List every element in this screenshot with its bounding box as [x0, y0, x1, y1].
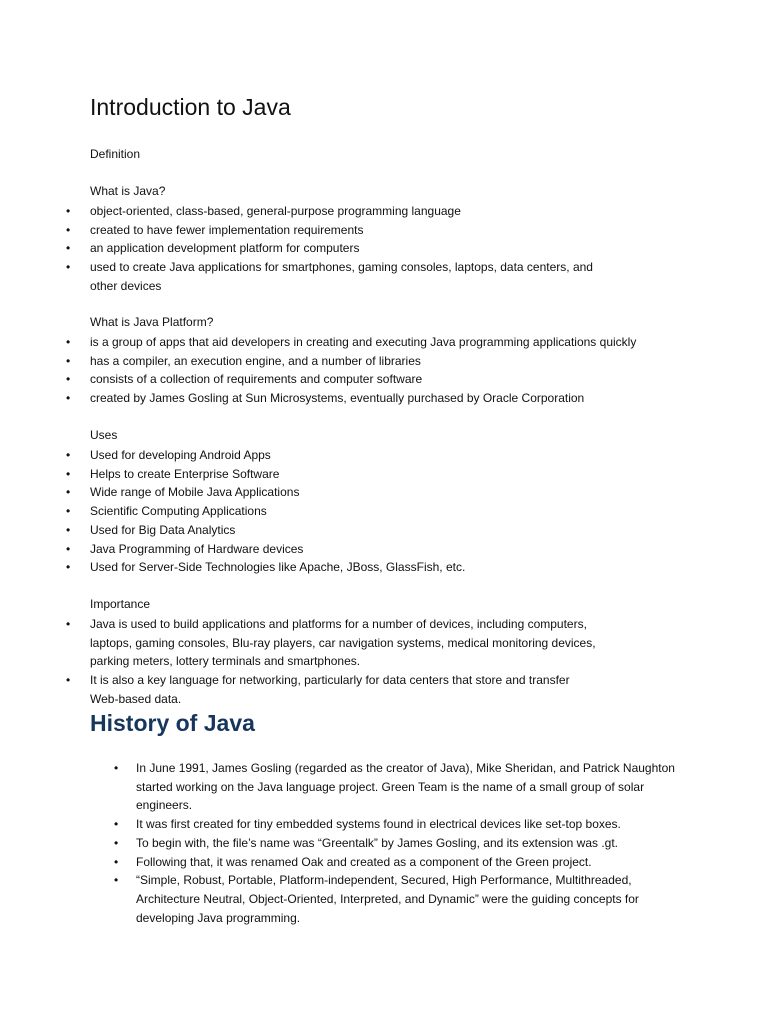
list-item: • created to have fewer implementation requirements	[0, 221, 600, 240]
list-item: • To begin with, the file’s name was “Greentalk” by James Gosling, and its extension was .gt.	[0, 834, 680, 853]
what-is-platform-heading: What is Java Platform?	[90, 315, 214, 329]
list-item: • Java Programming of Hardware devices	[0, 540, 600, 559]
list-item: • is a group of apps that aid developers in creating and executing Java programming applications quickly	[0, 333, 640, 352]
uses-heading: Uses	[90, 428, 118, 442]
list-item: • used to create Java applications for smartphones, gaming consoles, laptops, data centers, and other devices	[0, 258, 600, 295]
list-item: • “Simple, Robust, Portable, Platform-independent, Secured, High Performance, Multithreaded, Architecture Neutral, Object-Oriented, Interpreted, and Dynamic” were the guiding concepts for developing Java programming.	[0, 871, 680, 927]
definition-heading: Definition	[90, 147, 141, 161]
page-title: Introduction to Java	[90, 94, 291, 120]
list-item: • object-oriented, class-based, general-purpose programming language	[0, 202, 600, 221]
uses-list	[0, 446, 600, 577]
list-item: • Java is used to build applications and platforms for a number of devices, including computers, laptops, gaming consoles, Blu-ray players, car navigation systems, medical monitoring devices, parking meters, lottery terminals and smartphones.	[0, 615, 600, 671]
importance-heading: Importance	[90, 597, 151, 611]
what-is-java-heading: What is Java?	[90, 184, 166, 198]
list-item: • Helps to create Enterprise Software	[0, 465, 600, 484]
list-item: • Wide range of Mobile Java Applications	[0, 483, 600, 502]
list-item: • It was first created for tiny embedded systems found in electrical devices like set-top boxes.	[0, 815, 680, 834]
history-list	[0, 759, 680, 927]
list-item: • created by James Gosling at Sun Microsystems, eventually purchased by Oracle Corporation	[0, 389, 640, 408]
list-item: • Used for Server-Side Technologies like Apache, JBoss, GlassFish, etc.	[0, 558, 600, 577]
what-is-platform-list	[0, 333, 640, 408]
list-item: • Used for Big Data Analytics	[0, 521, 600, 540]
list-item: • Scientific Computing Applications	[0, 502, 600, 521]
list-item: • an application development platform for computers	[0, 239, 600, 258]
list-item: • Used for developing Android Apps	[0, 446, 600, 465]
importance-list	[0, 615, 600, 709]
history-heading: History of Java	[90, 710, 255, 736]
list-item: • Following that, it was renamed Oak and created as a component of the Green project.	[0, 853, 680, 872]
list-item: • consists of a collection of requirements and computer software	[0, 370, 640, 389]
list-item: • In June 1991, James Gosling (regarded as the creator of Java), Mike Sheridan, and Patrick Naughton started working on the Java language project. Green Team is the name of a small group of solar engineers.	[0, 759, 680, 815]
list-item: • It is also a key language for networking, particularly for data centers that store and transfer Web-based data.	[0, 671, 600, 708]
what-is-java-list	[0, 202, 600, 296]
list-item: • has a compiler, an execution engine, and a number of libraries	[0, 352, 640, 371]
